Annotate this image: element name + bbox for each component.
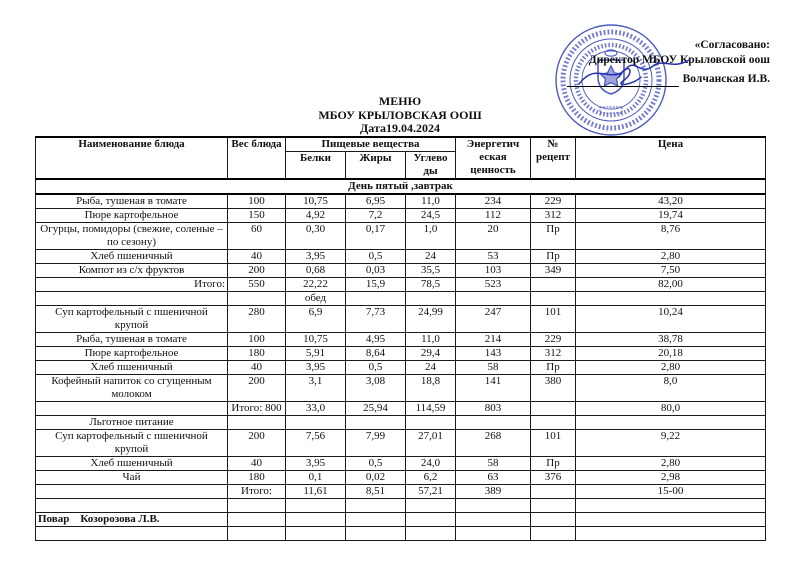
value-cell: 38,78 — [576, 333, 766, 347]
dish-name-cell: Суп картофельный с пшеничной крупой — [36, 306, 228, 333]
director-signature — [575, 50, 695, 94]
value-cell: Итого: 800 — [228, 402, 286, 416]
value-cell — [456, 513, 531, 527]
value-cell — [531, 499, 576, 513]
table-row — [36, 333, 766, 347]
value-cell: 141 — [456, 375, 531, 402]
value-cell — [346, 499, 406, 513]
title-school: МБОУ КРЫЛОВСКАЯ ООШ — [318, 107, 482, 122]
value-cell: 20 — [456, 223, 531, 250]
table-row — [36, 499, 766, 513]
value-cell: 2,80 — [576, 250, 766, 264]
value-cell: 80,0 — [576, 402, 766, 416]
dish-name-cell: Рыба, тушеная в томате — [36, 333, 228, 347]
value-cell: 22,22 — [286, 278, 346, 292]
value-cell: 8,0 — [576, 375, 766, 402]
value-cell — [228, 527, 286, 541]
value-cell: 3,95 — [286, 361, 346, 375]
day-meal-band-label: День пятый ,завтрак — [36, 179, 766, 194]
value-cell — [406, 499, 456, 513]
dish-name-cell: Чай — [36, 471, 228, 485]
value-cell: 25,94 — [346, 402, 406, 416]
value-cell — [406, 292, 456, 306]
value-cell: 82,00 — [576, 278, 766, 292]
value-cell — [456, 499, 531, 513]
value-cell: 7,56 — [286, 430, 346, 457]
table-row — [36, 416, 766, 430]
dish-name-cell: Итого: — [36, 278, 228, 292]
value-cell — [286, 527, 346, 541]
value-cell: 247 — [456, 306, 531, 333]
value-cell: 3,1 — [286, 375, 346, 402]
value-cell — [286, 499, 346, 513]
value-cell: 58 — [456, 457, 531, 471]
table-row — [36, 457, 766, 471]
value-cell: 0,1 — [286, 471, 346, 485]
value-cell: Пр — [531, 223, 576, 250]
table-header-row — [36, 137, 766, 152]
value-cell — [406, 527, 456, 541]
value-cell: 0,02 — [346, 471, 406, 485]
value-cell: 4,95 — [346, 333, 406, 347]
value-cell: 11,0 — [406, 333, 456, 347]
value-cell — [576, 499, 766, 513]
value-cell — [456, 527, 531, 541]
value-cell: 7,2 — [346, 209, 406, 223]
dish-name-cell: Рыба, тушеная в томате — [36, 194, 228, 209]
title-menu: МЕНЮ — [378, 94, 422, 108]
dish-name-cell: Льготное питание — [36, 416, 228, 430]
value-cell: 6,9 — [286, 306, 346, 333]
value-cell: 376 — [531, 471, 576, 485]
value-cell: 7,50 — [576, 264, 766, 278]
director-name: Волчанская И.В. — [682, 73, 770, 85]
value-cell: 11,0 — [406, 194, 456, 209]
value-cell — [531, 402, 576, 416]
value-cell: 100 — [228, 194, 286, 209]
value-cell: обед — [286, 292, 346, 306]
value-cell: 101 — [531, 430, 576, 457]
value-cell: 3,95 — [286, 250, 346, 264]
value-cell — [531, 416, 576, 430]
value-cell: Пр — [531, 457, 576, 471]
value-cell: 6,2 — [406, 471, 456, 485]
value-cell: Пр — [531, 361, 576, 375]
header-nutrients: Пищевые вещества — [286, 137, 456, 152]
value-cell: 24 — [406, 361, 456, 375]
value-cell: 100 — [228, 333, 286, 347]
header-price: Цена — [576, 137, 766, 179]
table-row — [36, 402, 766, 416]
value-cell: 2,80 — [576, 361, 766, 375]
value-cell: 10,75 — [286, 194, 346, 209]
value-cell: 103 — [456, 264, 531, 278]
value-cell: 43,20 — [576, 194, 766, 209]
value-cell: 11,61 — [286, 485, 346, 499]
value-cell: 0,5 — [346, 457, 406, 471]
value-cell — [346, 416, 406, 430]
table-row — [36, 194, 766, 209]
value-cell: Итого: — [228, 485, 286, 499]
value-cell: 312 — [531, 347, 576, 361]
value-cell — [346, 527, 406, 541]
value-cell: 200 — [228, 264, 286, 278]
dish-name-cell: Суп картофельный с пшеничной крупой — [36, 430, 228, 457]
value-cell: 7,73 — [346, 306, 406, 333]
value-cell: 24,5 — [406, 209, 456, 223]
title-date: Дата19.04.2024 — [360, 121, 440, 135]
document-title — [0, 95, 800, 136]
value-cell: 3,08 — [346, 375, 406, 402]
value-cell: 24,99 — [406, 306, 456, 333]
value-cell — [406, 416, 456, 430]
dish-name-cell — [36, 402, 228, 416]
value-cell: 114,59 — [406, 402, 456, 416]
value-cell: 24,0 — [406, 457, 456, 471]
dish-name-cell: Компот из с/х фруктов — [36, 264, 228, 278]
table-row — [36, 264, 766, 278]
value-cell: 200 — [228, 430, 286, 457]
value-cell — [346, 292, 406, 306]
dish-name-cell: Хлеб пшеничный — [36, 250, 228, 264]
value-cell: 312 — [531, 209, 576, 223]
value-cell: 10,75 — [286, 333, 346, 347]
value-cell — [228, 513, 286, 527]
value-cell: 2,80 — [576, 457, 766, 471]
value-cell — [228, 499, 286, 513]
table-row — [36, 347, 766, 361]
header-carbs: Углево ды — [406, 152, 456, 180]
value-cell: 8,76 — [576, 223, 766, 250]
table-row — [36, 485, 766, 499]
header-dish-name: Наименование блюда — [36, 137, 228, 179]
value-cell — [228, 416, 286, 430]
value-cell: 40 — [228, 361, 286, 375]
value-cell: 7,99 — [346, 430, 406, 457]
value-cell: 229 — [531, 194, 576, 209]
value-cell: 40 — [228, 457, 286, 471]
value-cell — [531, 485, 576, 499]
value-cell: 0,5 — [346, 361, 406, 375]
value-cell: 349 — [531, 264, 576, 278]
value-cell: 0,03 — [346, 264, 406, 278]
value-cell — [576, 416, 766, 430]
table-row — [36, 292, 766, 306]
dish-name-cell — [36, 527, 228, 541]
value-cell: 150 — [228, 209, 286, 223]
value-cell: 280 — [228, 306, 286, 333]
value-cell: 57,21 — [406, 485, 456, 499]
table-row — [36, 250, 766, 264]
value-cell: 18,8 — [406, 375, 456, 402]
dish-name-cell: Пюре картофельное — [36, 209, 228, 223]
value-cell — [531, 292, 576, 306]
header-recipe-number: № рецепт — [531, 137, 576, 179]
dish-name-cell — [36, 485, 228, 499]
value-cell: 35,5 — [406, 264, 456, 278]
value-cell: 27,01 — [406, 430, 456, 457]
table-row — [36, 513, 766, 527]
value-cell: 200 — [228, 375, 286, 402]
value-cell: 803 — [456, 402, 531, 416]
dish-name-cell: Огурцы, помидоры (свежие, соленые – по сезону) — [36, 223, 228, 250]
value-cell — [286, 513, 346, 527]
dish-name-cell — [36, 292, 228, 306]
value-cell: Пр — [531, 250, 576, 264]
table-row — [36, 471, 766, 485]
value-cell: 20,18 — [576, 347, 766, 361]
header-energy: Энергетич еская ценность — [456, 137, 531, 179]
value-cell: 6,95 — [346, 194, 406, 209]
value-cell — [576, 527, 766, 541]
value-cell: 63 — [456, 471, 531, 485]
value-cell: 0,68 — [286, 264, 346, 278]
value-cell: 8,51 — [346, 485, 406, 499]
day-meal-band-row — [36, 179, 766, 194]
dish-name-cell: Пюре картофельное — [36, 347, 228, 361]
value-cell: 33,0 — [286, 402, 346, 416]
value-cell: 268 — [456, 430, 531, 457]
value-cell: 214 — [456, 333, 531, 347]
value-cell — [576, 513, 766, 527]
value-cell: 58 — [456, 361, 531, 375]
agreed-label: «Согласовано: — [694, 39, 770, 51]
value-cell: 4,92 — [286, 209, 346, 223]
value-cell: 29,4 — [406, 347, 456, 361]
dish-name-cell: Хлеб пшеничный — [36, 361, 228, 375]
value-cell: 15,9 — [346, 278, 406, 292]
value-cell: 10,24 — [576, 306, 766, 333]
header-weight: Вес блюда — [228, 137, 286, 179]
table-row — [36, 223, 766, 250]
dish-name-cell: Кофейный напиток со сгущенным молоком — [36, 375, 228, 402]
value-cell: 53 — [456, 250, 531, 264]
value-cell: 229 — [531, 333, 576, 347]
header-fat: Жиры — [346, 152, 406, 180]
value-cell: 24 — [406, 250, 456, 264]
value-cell: 8,64 — [346, 347, 406, 361]
value-cell: 523 — [456, 278, 531, 292]
table-row — [36, 375, 766, 402]
menu-table — [35, 136, 766, 541]
dish-name-cell — [36, 499, 228, 513]
value-cell — [576, 292, 766, 306]
value-cell: 112 — [456, 209, 531, 223]
value-cell: 180 — [228, 347, 286, 361]
value-cell — [531, 513, 576, 527]
value-cell: 550 — [228, 278, 286, 292]
value-cell: 380 — [531, 375, 576, 402]
director-title-line: Директор МБОУ Крыловской оош — [588, 54, 770, 66]
value-cell: 0,17 — [346, 223, 406, 250]
value-cell — [531, 278, 576, 292]
value-cell — [286, 416, 346, 430]
table-row — [36, 527, 766, 541]
table-row — [36, 306, 766, 333]
value-cell: 1,0 — [406, 223, 456, 250]
value-cell: 3,95 — [286, 457, 346, 471]
table-row — [36, 278, 766, 292]
table-row — [36, 209, 766, 223]
value-cell: 0,30 — [286, 223, 346, 250]
value-cell: 9,22 — [576, 430, 766, 457]
value-cell: 5,91 — [286, 347, 346, 361]
value-cell — [346, 513, 406, 527]
table-row — [36, 361, 766, 375]
value-cell — [456, 416, 531, 430]
value-cell: 15-00 — [576, 485, 766, 499]
dish-name-cell: Повар Козорозова Л.В. — [36, 513, 228, 527]
value-cell — [531, 527, 576, 541]
value-cell: 180 — [228, 471, 286, 485]
value-cell — [228, 292, 286, 306]
header-protein: Белки — [286, 152, 346, 180]
value-cell: 78,5 — [406, 278, 456, 292]
value-cell: 2,98 — [576, 471, 766, 485]
value-cell: 60 — [228, 223, 286, 250]
dish-name-cell: Хлеб пшеничный — [36, 457, 228, 471]
value-cell: 19,74 — [576, 209, 766, 223]
value-cell: 101 — [531, 306, 576, 333]
value-cell — [456, 292, 531, 306]
value-cell — [406, 513, 456, 527]
value-cell: 143 — [456, 347, 531, 361]
value-cell: 389 — [456, 485, 531, 499]
table-row — [36, 430, 766, 457]
value-cell: 40 — [228, 250, 286, 264]
value-cell: 234 — [456, 194, 531, 209]
value-cell: 0,5 — [346, 250, 406, 264]
